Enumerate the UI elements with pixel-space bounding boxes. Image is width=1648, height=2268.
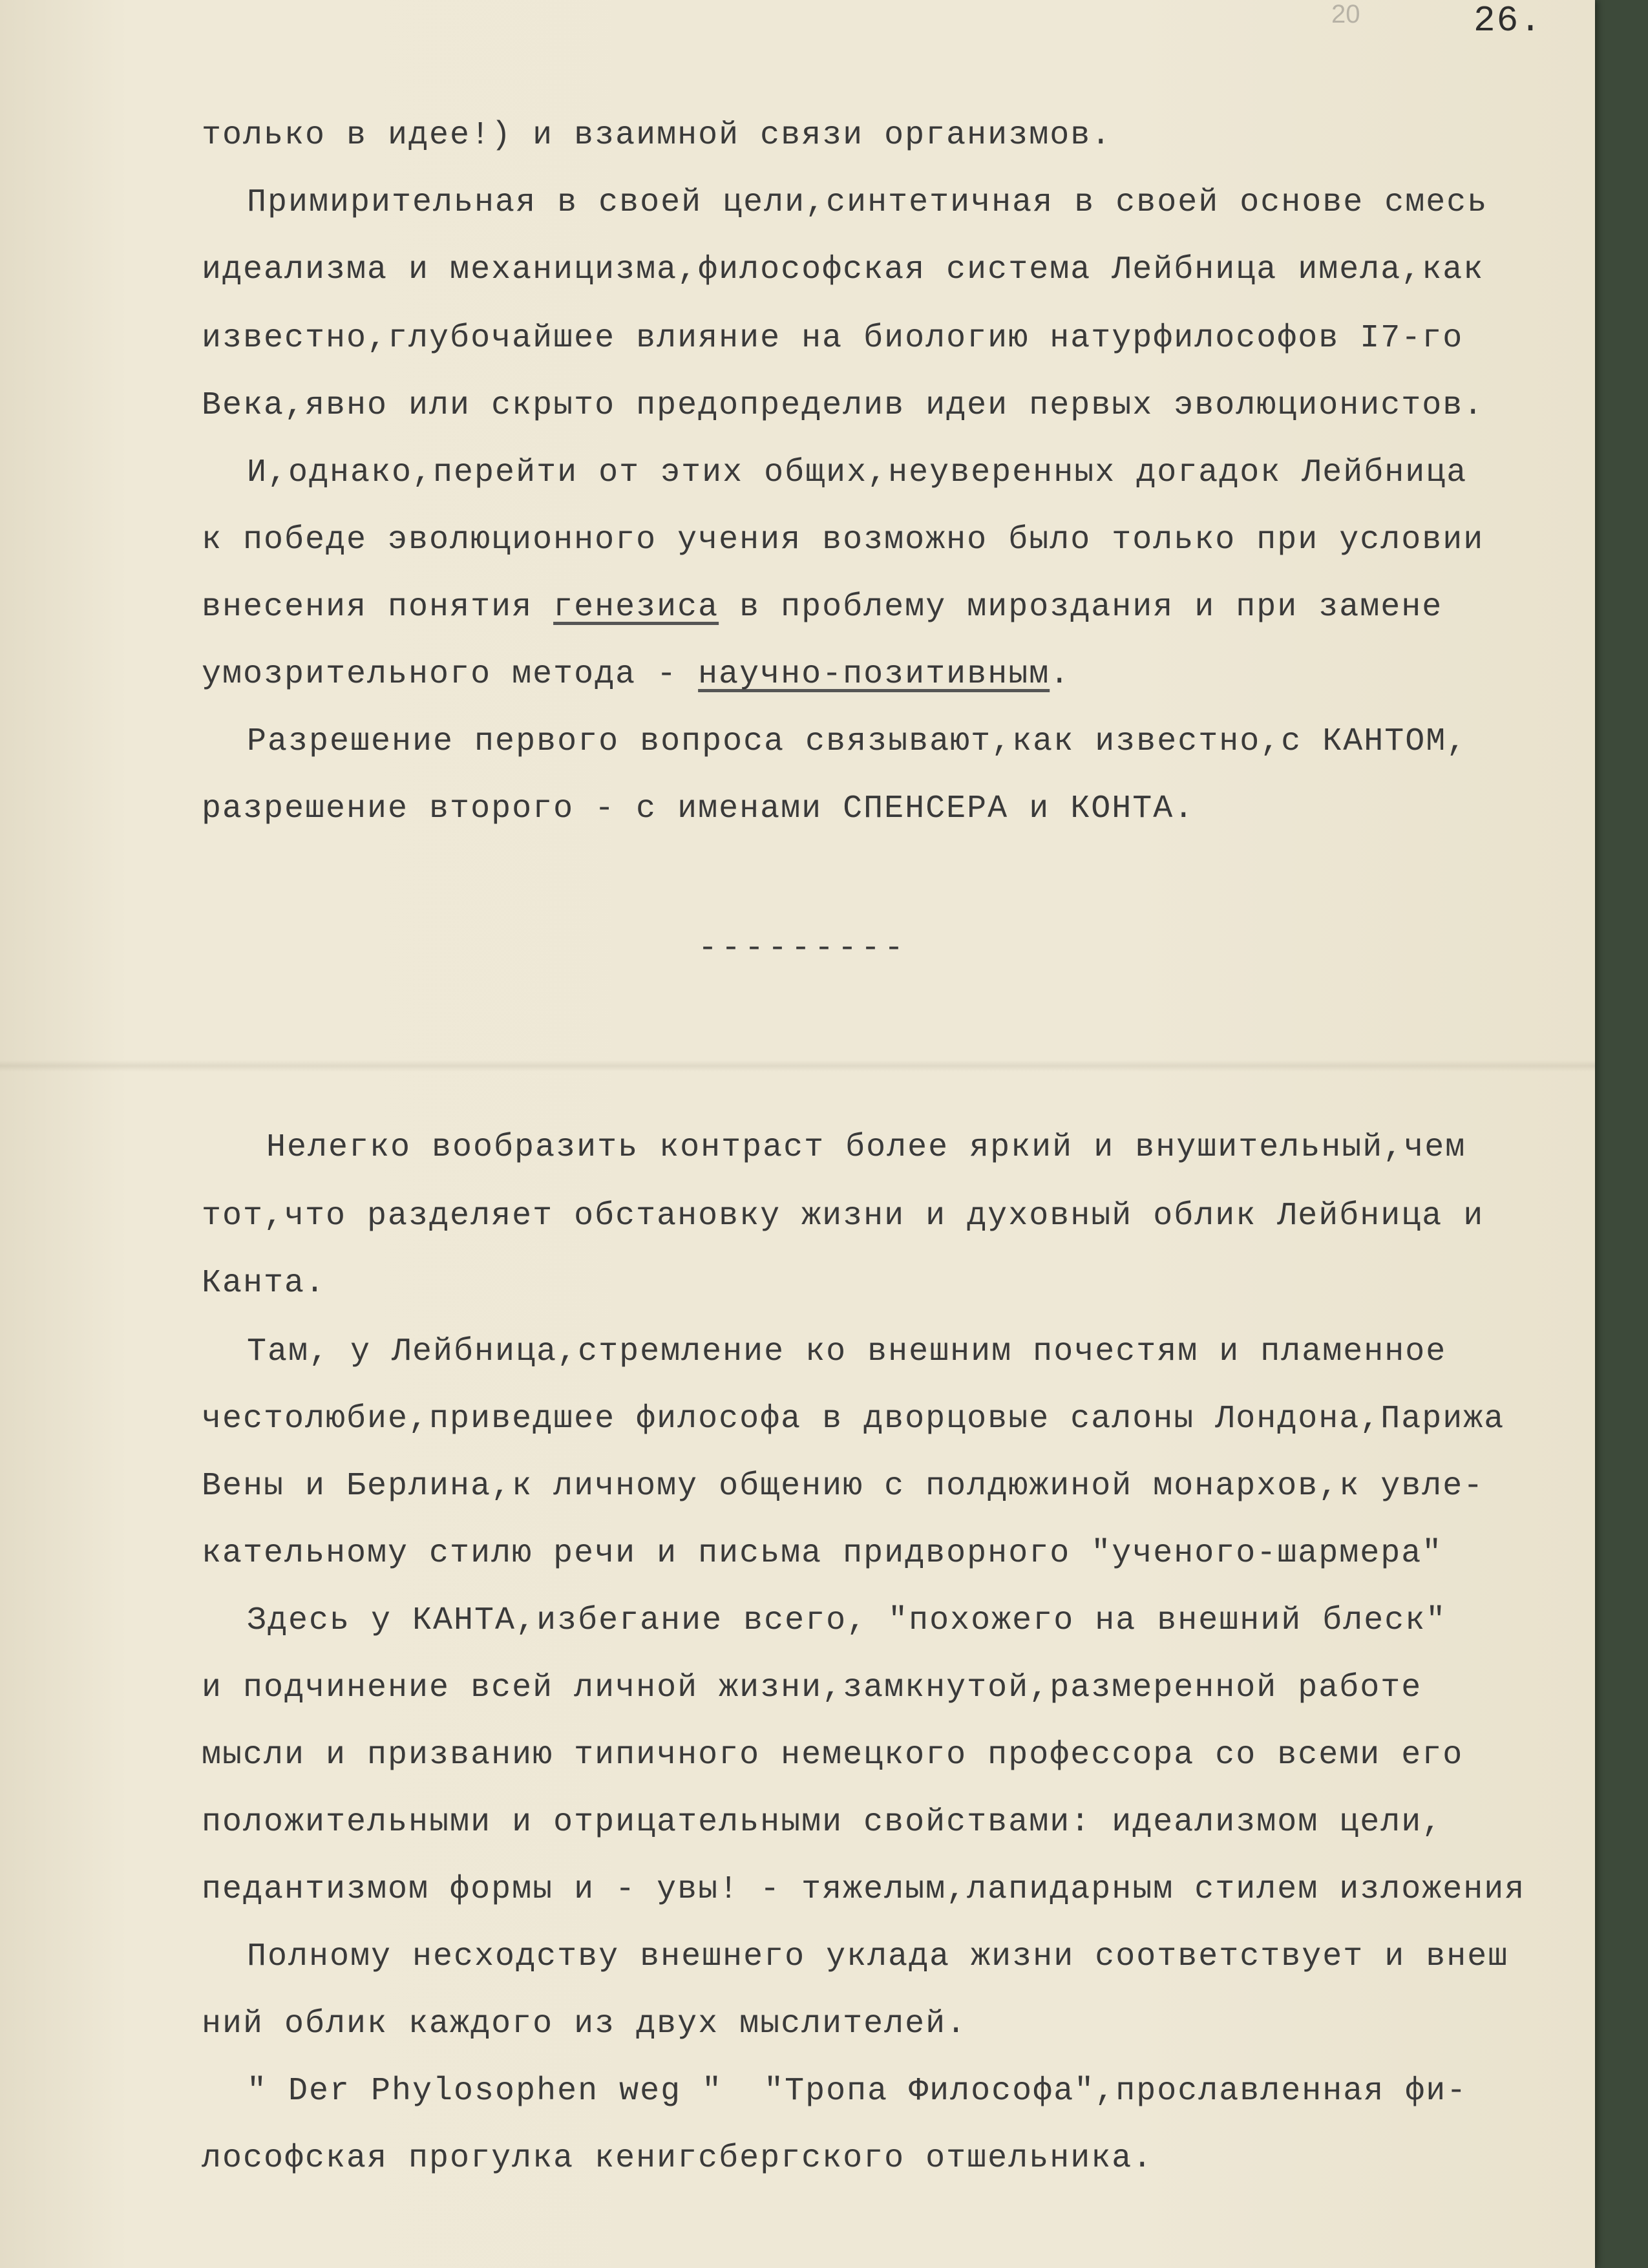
text-line-5: Века,явно или скрыто предопределив идеи первых эволюционистов. bbox=[202, 387, 1484, 424]
underlined-genesis: генезиса bbox=[553, 589, 719, 626]
text-line-7: к победе эволюционного учения возможно было только при условии bbox=[202, 522, 1484, 558]
text-line-9 bbox=[202, 655, 1070, 694]
text-line-8 bbox=[202, 588, 1442, 627]
text-line-11: разрешение второго - с именами СПЕНСЕРА и КОНТА. bbox=[202, 790, 1195, 827]
text-line-21: мысли и призванию типичного немецкого профессора со всеми его bbox=[202, 1737, 1464, 1774]
text-line-9-end: . bbox=[1050, 656, 1071, 693]
text-line-27: лософская прогулка кенигсбергского отшельника. bbox=[202, 2140, 1154, 2177]
text-line-26: " Der Phylosophen weg " "Тропа Философа",прославленная фи- bbox=[247, 2073, 1468, 2110]
text-line-8-end: в проблему мироздания и при замене bbox=[719, 589, 1443, 626]
text-line-4: известно,глубочайшее влияние на биологию натурфилософов I7-го bbox=[202, 320, 1464, 357]
text-line-25: ний облик каждого из двух мыслителей. bbox=[202, 2006, 967, 2042]
section-separator: --------- bbox=[698, 930, 908, 967]
pencil-note: 20 bbox=[1331, 0, 1360, 28]
text-line-10: Разрешение первого вопроса связывают,как известно,с КАНТОМ, bbox=[247, 723, 1468, 760]
text-line-18: кательному стилю речи и письма придворного "ученого-шармера" bbox=[202, 1535, 1443, 1572]
text-line-19: Здесь у КАНТА,избегание всего, "похожего на внешний блеск" bbox=[247, 1602, 1447, 1639]
text-line-22: положительными и отрицательными свойствами: идеализмом цели, bbox=[202, 1804, 1443, 1841]
text-line-20: и подчинение всей личной жизни,замкнутой,размеренной работе bbox=[202, 1669, 1422, 1706]
text-line-8-start: внесения понятия bbox=[202, 589, 554, 626]
text-line-17: Вены и Берлина,к личному общению с полдюжиной монархов,к увле- bbox=[202, 1468, 1484, 1505]
page-number: 26. bbox=[1474, 0, 1543, 41]
text-line-1: только в идее!) и взаимной связи организмов. bbox=[202, 117, 1112, 154]
paper-fold bbox=[0, 1060, 1595, 1072]
text-line-2: Примирительная в своей цели,синтетичная в своей основе смесь bbox=[247, 184, 1488, 221]
text-line-3: идеализма и механицизма,философская система Лейбница имела,как bbox=[202, 251, 1484, 288]
text-line-6: И,однако,перейти от этих общих,неуверенных догадок Лейбница bbox=[247, 454, 1468, 491]
text-line-9-start: умозрительного метода - bbox=[202, 656, 699, 693]
text-line-12: Нелегко вообразить контраст более яркий и внушительный,чем bbox=[266, 1129, 1466, 1166]
text-line-14: Канта. bbox=[202, 1265, 326, 1302]
text-line-24: Полному несходству внешнего уклада жизни соответствует и внеш bbox=[247, 1938, 1509, 1975]
text-line-15: Там, у Лейбница,стремление ко внешним почестям и пламенное bbox=[247, 1333, 1447, 1370]
underlined-positive: научно-позитивным bbox=[698, 656, 1050, 693]
text-line-13: тот,что разделяет обстановку жизни и духовный облик Лейбница и bbox=[202, 1198, 1484, 1235]
text-line-16: честолюбие,приведшее философа в дворцовые салоны Лондона,Парижа bbox=[202, 1401, 1505, 1437]
text-line-23: педантизмом формы и - увы! - тяжелым,лапидарным стилем изложения bbox=[202, 1871, 1526, 1908]
